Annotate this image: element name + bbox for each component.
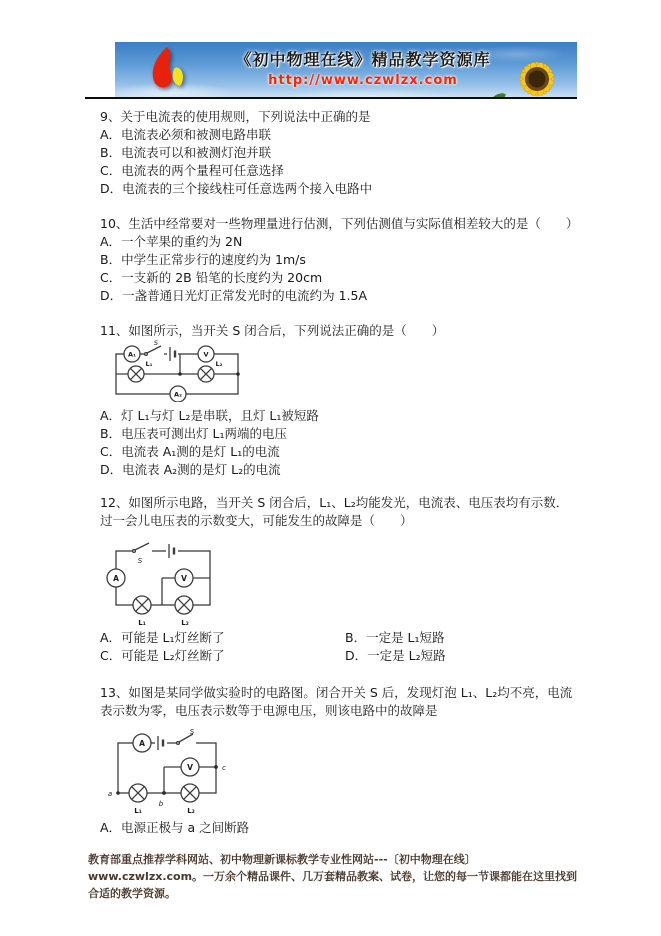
question-11-option-c: C．电流表 A₁测的是灯 L₁的电流 <box>100 444 280 459</box>
question-10-option-a: A．一个苹果的重约为 2N <box>100 234 243 249</box>
question-13-stem: 13、如图是某同学做实验时的电路图。闭合开关 S 后，发现灯泡 L₁、L₂均不亮，电流表示数为零，电压表示数等于电源电压，则该电路中的故障是 <box>100 685 573 718</box>
circuit-diagram-q13 <box>102 727 242 815</box>
voltmeter-label: V <box>187 763 193 772</box>
question-11-option-b: B．电压表可测出灯 L₁两端的电压 <box>100 426 288 441</box>
site-url: http://www.czwlzx.com <box>268 73 458 88</box>
banner-divider <box>85 97 577 99</box>
question-12-option-d: D．一定是 L₂短路 <box>345 648 446 663</box>
question-12-option-a: A．可能是 L₁灯丝断了 <box>100 630 225 645</box>
circuit-diagram-q12 <box>106 541 226 629</box>
question-11-option-d: D．电流表 A₂测的是灯 L₂的电流 <box>100 462 281 477</box>
question-12-stem: 12、如图所示电路，当开关 S 闭合后，L₁、L₂均能发光，电流表、电压表均有示数．过一会儿电压表的示数变大，可能发生的故障是（ ） <box>100 495 569 528</box>
voltmeter-icon <box>198 346 214 362</box>
lamp1-label: L₁ <box>134 807 142 815</box>
question-13-options <box>100 819 578 837</box>
question-9-option-a: A．电流表必须和被测电路串联 <box>100 127 272 142</box>
question-10-stem: 10、生活中经常要对一些物理量进行估测，下列估测值与实际值相差较大的是（ ） <box>100 216 579 231</box>
question-9 <box>100 108 578 198</box>
ammeter2-label: A₂ <box>174 390 182 399</box>
battery-icon <box>167 347 178 361</box>
switch-label: S <box>153 339 159 347</box>
switch-icon <box>132 543 152 565</box>
question-10-option-d: D．一盏普通日光灯正常发光时的电流约为 1.5A <box>100 288 368 303</box>
lamp2-label: L₂ <box>215 360 223 368</box>
lamp1-label: L₁ <box>138 619 146 627</box>
question-9-option-c: C．电流表的两个量程可任意选择 <box>100 163 284 178</box>
circuit-diagram-q11 <box>112 338 242 402</box>
lamp1-icon <box>128 360 153 382</box>
ammeter1-label: A₁ <box>128 350 136 359</box>
node-c-label: c <box>222 764 226 772</box>
question-10 <box>100 215 578 305</box>
sunflower-icon <box>475 43 575 97</box>
ammeter-icon <box>133 734 151 752</box>
switch-label: S <box>189 728 195 736</box>
lamp1-label: L₁ <box>145 360 153 368</box>
ammeter-icon <box>107 569 125 587</box>
question-11-stem: 11、如图所示，当开关 S 闭合后，下列说法正确的是（ ） <box>100 323 445 338</box>
question-12-stem-row <box>100 494 578 530</box>
question-10-option-c: C．一支新的 2B 铅笔的长度约为 20cm <box>100 270 323 285</box>
question-9-stem: 9、关于电流表的使用规则，下列说法中正确的是 <box>100 109 371 124</box>
site-title: 《初中物理在线》精品教学资源库 <box>235 50 491 69</box>
question-9-option-d: D．电流表的三个接线柱可任意选两个接入电路中 <box>100 181 373 196</box>
voltmeter-label: V <box>203 350 209 359</box>
switch-label: S <box>137 557 143 565</box>
question-12-option-b: B．一定是 L₁短路 <box>345 630 445 645</box>
voltmeter-icon <box>175 569 193 587</box>
lamp2-label: L₂ <box>181 619 189 627</box>
ammeter2-icon <box>170 386 186 402</box>
battery-icon <box>155 736 167 750</box>
battery-icon <box>166 544 178 558</box>
switch-icon <box>176 728 196 746</box>
switch-icon <box>144 339 164 357</box>
question-11-option-a: A．灯 L₁与灯 L₂是串联，且灯 L₁被短路 <box>100 408 319 423</box>
lamp2-label: L₂ <box>187 807 195 815</box>
question-11-options <box>100 407 578 479</box>
lamp1-icon <box>129 784 147 815</box>
flame-logo-icon <box>143 45 189 95</box>
voltmeter-label: V <box>181 574 187 583</box>
voltmeter-icon <box>181 758 199 776</box>
question-9-option-b: B．电流表可以和被测灯泡并联 <box>100 145 272 160</box>
node-a-label: a <box>107 790 113 798</box>
question-10-option-b: B．中学生正常步行的速度约为 1m/s <box>100 252 306 267</box>
question-13-stem-row <box>100 684 578 720</box>
banner-text <box>213 47 513 88</box>
node-b-label: b <box>158 800 164 808</box>
question-12-options <box>100 629 578 665</box>
lamp2-icon <box>198 360 223 382</box>
lamp2-icon <box>181 784 199 815</box>
ammeter-label: A <box>139 739 145 748</box>
site-banner <box>115 42 577 97</box>
question-13-option-a: A．电源正极与 a 之间断路 <box>100 820 250 835</box>
ammeter1-icon <box>124 346 140 362</box>
footer-promo-text: 教育部重点推荐学科网站、初中物理新课标教学专业性网站---〔初中物理在线〕www.czwlzx.com。一万余个精品课件、几万套精品教案、试卷，让您的每一节课都能在这里找到合适的教学资源。 <box>88 853 578 900</box>
lamp2-icon <box>175 596 193 627</box>
lamp1-icon <box>133 596 151 627</box>
question-12-option-c: C．可能是 L₂灯丝断了 <box>100 648 225 663</box>
ammeter-label: A <box>113 574 119 583</box>
